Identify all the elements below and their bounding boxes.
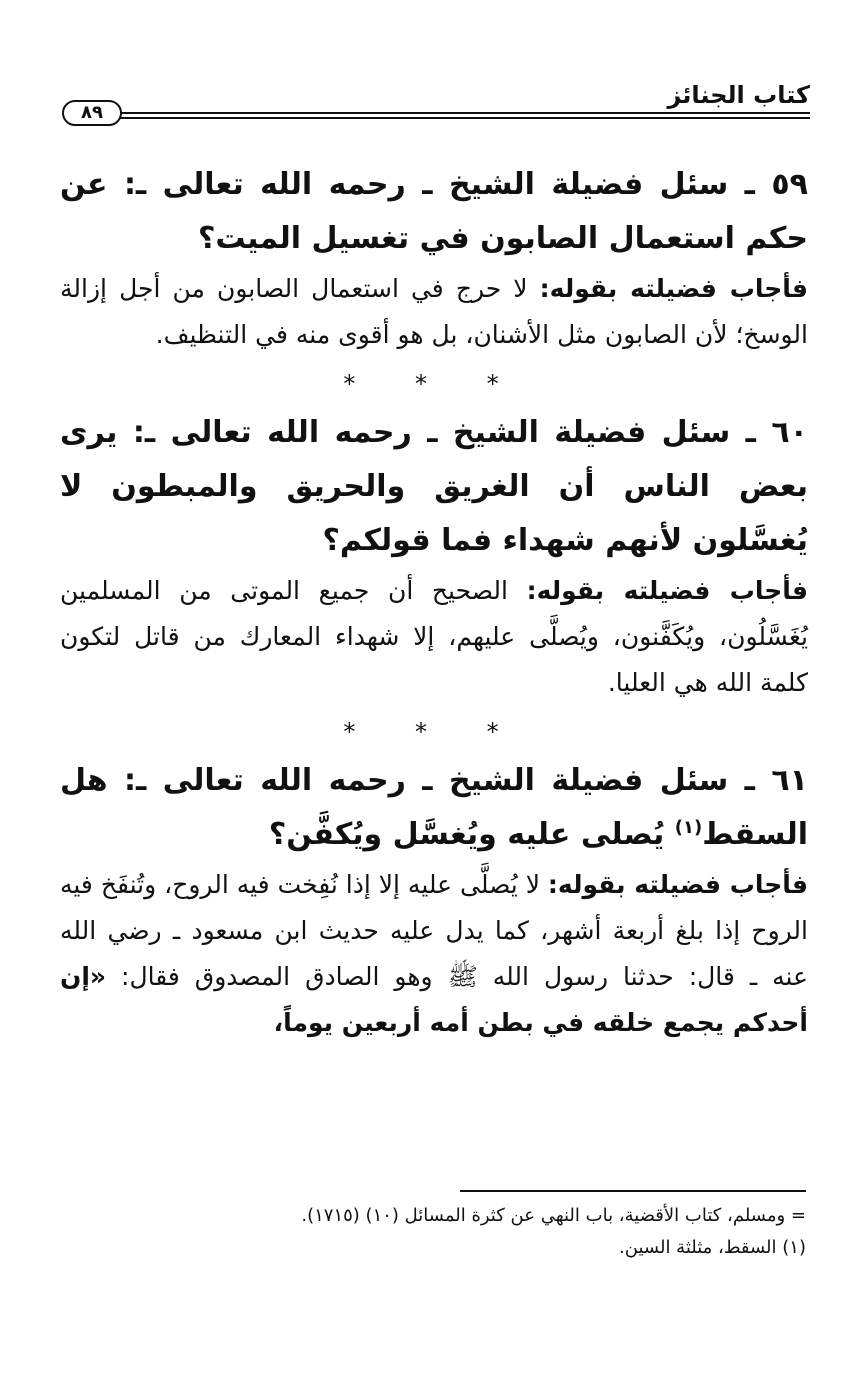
page-header: [62, 78, 810, 122]
footnote-continued: = ومسلم، كتاب الأقضية، باب النهي عن كثرة المسائل (١٠) (١٧١٥).: [301, 1205, 806, 1226]
answer-59: [60, 266, 808, 358]
header-rule-top: [118, 112, 810, 114]
hadith-quote: «إن أحدكم يجمع خلقه في بطن أمه أربعين يوماً،: [60, 962, 808, 1037]
question-text-end: يُصلى عليه ويُغسَّل ويُكفَّن؟: [268, 817, 675, 852]
section-separator: * * *: [343, 370, 525, 398]
answer-lead: فأجاب فضيلته بقوله:: [526, 576, 809, 605]
answer-text: لا يُصلَّى عليه إلا إذا نُفِخت فيه الروح، وتُنفَخ فيه الروح إذا بلغ أربعة أشهر، كما يدل عليه حديث ابن مسعود ـ رضي الله عنه ـ قال: حدثنا رسول الله ﷺ وهو الصادق المصدوق فقال:: [59, 870, 808, 991]
section-separator: * * *: [343, 718, 525, 746]
header-rule-bottom: [118, 117, 810, 119]
question-61: [60, 754, 808, 862]
answer-61: [60, 862, 808, 1046]
page-number: ٨٩: [62, 100, 122, 126]
answer-lead: فأجاب فضيلته بقوله:: [547, 870, 808, 899]
footnote-1: (١) السقط، مثلثة السين.: [619, 1237, 806, 1258]
footnote-reference: (١): [674, 817, 703, 838]
footnote-rule: [460, 1190, 806, 1192]
answer-text: لا حرج في استعمال الصابون من أجل إزالة الوسخ؛ لأن الصابون مثل الأشنان، بل هو أقوى منه في التنظيف.: [60, 274, 808, 349]
book-title: كتاب الجنائز: [667, 81, 810, 109]
answer-60: [60, 568, 808, 706]
page-content: [60, 158, 808, 1046]
question-60: ٦٠ ـ سئل فضيلة الشيخ ـ رحمه الله تعالى ـ: يرى بعض الناس أن الغريق والحريق والمبطون لا يُغسَّلون لأنهم شهداء فما قولكم؟: [60, 415, 808, 558]
footnotes: [58, 1190, 806, 1264]
question-text: ٦١ ـ سئل فضيلة الشيخ ـ رحمه الله تعالى ـ: هل السقط: [60, 763, 808, 852]
answer-text: الصحيح أن جميع الموتى من المسلمين يُغَسَّلُون، ويُكَفَّنون، ويُصلَّى عليهم، إلا شهداء المعارك من قاتل لتكون كلمة الله هي العليا.: [60, 576, 808, 697]
question-59: ٥٩ ـ سئل فضيلة الشيخ ـ رحمه الله تعالى ـ: عن حكم استعمال الصابون في تغسيل الميت؟: [60, 167, 808, 256]
answer-lead: فأجاب فضيلته بقوله:: [539, 274, 808, 303]
